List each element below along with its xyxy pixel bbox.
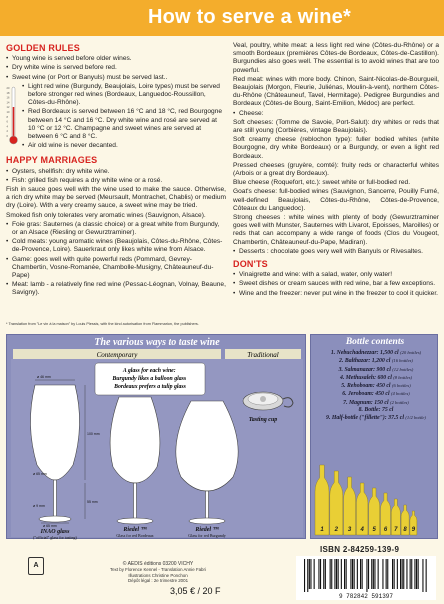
pairing-item: Fish in sauce goes well with the wine used to make the sauce. Otherwise, a rich dry white may be served (Meursault, Montrachet, Chablis) or medium dry (Loire). With a very creamy sauce, a sweet wine may be tried. (6, 186, 226, 210)
dont-item: • Vinaigrette and wine: with a salad, water, only water! (233, 271, 439, 279)
barcode-bar (371, 559, 372, 589)
golden-rules-heading: GOLDEN RULES (6, 43, 80, 53)
barcode-bar (414, 559, 415, 589)
riedel1-label: Riedel ™ (123, 527, 147, 533)
inao-label: INAO glass (40, 529, 70, 535)
golden-rule-item: • Light red wine (Burgundy, Beaujolais, Loire types) must be served before stronger red wines (Bordeaux, Languedoc-Roussillon, Côtes-du-Rhône). (22, 83, 226, 108)
thermometer-tick: 4 (6, 125, 8, 129)
barcode-bar (309, 559, 310, 589)
bottle-shape (330, 471, 343, 535)
barcode-bar (330, 559, 331, 589)
barcode-bar (307, 559, 308, 592)
barcode-bar (418, 559, 419, 589)
barcode-bar (392, 559, 393, 589)
dim-label: 100 mm (87, 432, 100, 436)
pairing-paragraph: Red meat: wines with more body. Chinon, Saint-Nicolas-de-Bourgueil, Beaujolais (Morgon, Fleurie, Juliénas, Moulin-à-vent), northern Côtes-du-Rhône (Châteauneuf, Tavel, Hermitage). Pedigree Burgundies and Bordeaux (Côtes-de Bourg, Saint-Emilion, Médoc) are perfect. (233, 75, 439, 108)
bottle-shape (315, 465, 329, 535)
barcode-bar (386, 559, 387, 589)
bottle-list-item: 6. Jeroboam: 450 cl (4 bottles) (342, 391, 410, 398)
pairing-item: • Game: goes well with quite powerful reds (Pommard, Gevrey-Chambertin, Vosne-Romanée, Chambolle-Musigny, Châteauneuf-du-Pape) (6, 256, 226, 281)
dim-label: ø 65 mm (43, 524, 57, 528)
thermometer-tick: 2 (6, 130, 8, 134)
barcode-bar (403, 559, 404, 589)
dim-label: ø 46 mm (37, 375, 51, 379)
barcode-bar (368, 559, 369, 589)
bottle-number: 8 (403, 527, 407, 533)
title-bar (0, 0, 444, 36)
bottle-contents-title: Bottle contents (345, 337, 405, 347)
thermometer-tick: 0 (6, 134, 8, 138)
barcode-bar (411, 559, 412, 589)
traditional-label: Traditional (247, 351, 279, 359)
barcode-bar (397, 559, 398, 589)
thermometer-tick: 6 (6, 120, 8, 124)
bottle-number: 1 (320, 527, 324, 533)
cheese-paragraph: Soft creamy cheese (reblochon type): fuller bodied whites (white Bourgogne, dry white Bordeaux) or a Burgundy, or even a light red Bordeaux. (233, 136, 439, 160)
dont-item: • Wine and the freezer: never put wine in the freezer to cool it quicker. (233, 290, 439, 298)
thermometer-icon (6, 85, 18, 147)
riedel2-label: Riedel ™ (195, 527, 219, 533)
barcode-bar (344, 559, 345, 589)
dont-item: • Sweet dishes or cream sauces with red wine, bar a few exceptions. (233, 280, 439, 288)
bottle-number: 7 (394, 527, 398, 533)
riedel2-sub: Glass for red Burgundy (188, 533, 226, 538)
barcode-bar (374, 559, 375, 589)
publisher-line: © AEDIS éditions 03200 VICHY (122, 561, 194, 567)
bottle-list-item: 8. Bottle: 75 cl (358, 407, 394, 414)
barcode-bar (325, 559, 326, 589)
pairing-item: Smoked fish only tolerates very aromatic wines (Sauvignon, Alsace). (6, 211, 206, 219)
barcode-bar (338, 559, 339, 589)
barcode-bar (334, 559, 335, 589)
cheese-bullet: • Cheese: (233, 110, 439, 118)
right-column (233, 42, 439, 299)
barcode-bar (366, 559, 367, 592)
thermometer-tick: 10 (6, 110, 10, 114)
bottle-contents-panel (310, 334, 438, 539)
barcode-bar (318, 559, 319, 589)
bottle-list-item: 9. Half-bottle ("fillette"): 37.5 cl (1/2 bottle) (326, 415, 426, 422)
publisher-line: Text by Florence Kennel - Translation Annie Fabri (110, 567, 206, 573)
thermometer-tick: 14 (6, 101, 10, 105)
barcode-bar (310, 559, 311, 589)
riedel1-sub: Glass for red Bordeaux (116, 533, 154, 538)
barcode-bar (352, 559, 353, 589)
barcode-bar (406, 559, 407, 589)
dim-label: ø 65 mm (33, 472, 47, 476)
thermometer-tick: 16 (6, 96, 10, 100)
barcode-bar (304, 559, 305, 592)
tasting-cup-label: Tasting cup (248, 417, 278, 423)
golden-rule-item: • Air old wine is never decanted. (22, 142, 226, 150)
barcode-icon (296, 556, 436, 600)
thermometer-row (6, 83, 226, 152)
barcode-bar (362, 559, 363, 589)
barcode-bar (323, 559, 324, 589)
barcode-bar (336, 559, 337, 589)
cheese-paragraph: Goat's cheese: full-bodied wines (Sauvignon, Sancerre, Pouilly Fumé, well-defined Beaujolais, Côtes-du-Rhône, Côtes-de-Provence, Côteaux du Languedoc). (233, 188, 439, 212)
barcode-bar (320, 559, 321, 589)
bottle-number: 4 (360, 527, 364, 533)
barcode-bar (373, 559, 374, 589)
dim-label: ø 9 mm (33, 504, 45, 508)
publisher-line: Illustrations Christine Ponchon (128, 572, 188, 578)
golden-rule-item: • Young wine is served before older wines. (6, 55, 226, 63)
barcode-bar (360, 559, 361, 589)
bottle-number: 6 (383, 527, 388, 533)
barcode-bar (416, 559, 417, 589)
thermometer-tick: 12 (6, 106, 10, 110)
barcode-bar (331, 559, 332, 589)
thermometer-tick: 8 (6, 115, 8, 119)
dim-label: 55 mm (87, 500, 98, 504)
barcode-bar (378, 559, 379, 589)
pairing-item: • Foie gras: Sauternes (a classic choice) or a great white from Burgundy, or an Alsace (Riesling or Gewurztraminer). (6, 221, 226, 237)
bottle-list-item: 5. Rehoboam: 450 cl (6 bottles) (341, 383, 411, 390)
barcode (296, 556, 436, 600)
bottle-list-item: 3. Salmanazar: 900 cl (12 bottles) (338, 366, 414, 373)
bottle-illustration (311, 335, 439, 540)
bottle-number: 5 (372, 527, 376, 533)
cheese-paragraph: Strong cheeses : white wines with plenty of body (Gewurztraminer goes well with Munster, Sauternes with Livarot, Epoisses, Maroilles) or reds that can accompany a wide range of foods (Clos du Vougeot, Chambertin, Châteauneuf-du-Pape, Madiran). (233, 214, 439, 246)
barcode-bar (341, 559, 342, 589)
barcode-bar (350, 559, 351, 589)
pairing-item: • Oysters, shellfish: dry white wine. (6, 168, 226, 176)
barcode-bar (314, 559, 315, 589)
publisher-logo: A (28, 557, 44, 575)
barcode-bar (410, 559, 411, 589)
contemporary-label: Contemporary (96, 351, 138, 359)
barcode-bar (402, 559, 403, 589)
cheese-paragraph: Pressed cheeses (gruyère, comté): fruity reds or characterful whites (Arbois or a great dry Bordeaux). (233, 161, 439, 178)
bottle-number: 3 (347, 527, 352, 533)
wine-ways-panel (6, 334, 306, 539)
pairing-item: • Meat: lamb - a relatively fine red wine (Pessac-Léognan, Volnay, Beaune, Savigny). (6, 281, 226, 297)
golden-rule-item: • Dry white wine is served before red. (6, 64, 226, 72)
barcode-bar (382, 559, 383, 589)
barcode-bar (394, 559, 395, 589)
barcode-bar (422, 559, 423, 592)
happy-marriages-heading: HAPPY MARRIAGES (6, 155, 98, 166)
bottle-number: 2 (334, 527, 338, 533)
golden-rule-item: • Sweet wine (or Port or Banyuls) must be served last.. (6, 74, 226, 82)
barcode-bar (387, 559, 388, 589)
callout-text: A glass for each wine: Burgundy likes a balloon glass Bordeaux prefers a tulip glass (112, 368, 187, 390)
publisher-line: Dépôt légal : 2e trimestre 2001 (127, 578, 189, 584)
barcode-bar (357, 559, 358, 589)
publisher-info (48, 562, 268, 584)
bottle-list-item: 7. Magnum: 150 cl (2 bottles) (343, 399, 409, 406)
barcode-bar (426, 559, 427, 592)
barcode-bar (400, 559, 401, 589)
inao-sub: ("official" glass for tasting) (33, 535, 77, 540)
barcode-digits: 9 782842 591397 (338, 593, 394, 600)
price: 3,05 € / 20 F (170, 586, 221, 596)
cheese-paragraph: Blue cheese (Roquefort, etc.): sweet white or full-bodied red. (233, 179, 411, 187)
pairing-item: • Cold meats: young aromatic wines (Beaujolais, Côtes-du-Rhône, Côtes-de-Provence, Loire). Sauerkraut only likes white wine from Alsace. (6, 238, 226, 254)
thermometer-tick: 18 (6, 91, 10, 95)
barcode-bar (354, 559, 355, 589)
barcode-bar (346, 559, 347, 589)
desserts-bullet: • Desserts : chocolate goes very well with Banyuls or Rivesaltes. (233, 248, 439, 256)
isbn: ISBN 2-84259-139-9 (320, 545, 400, 554)
bottle-number: 9 (411, 527, 416, 533)
bottle-list-item: 1. Nebuchadnezzar: 1,500 cl (20 bottles) (330, 350, 422, 356)
page-title: How to serve a wine* (148, 6, 351, 28)
bottle-list-item: 2. Balthazar: 1,200 cl (16 bottles) (339, 358, 413, 365)
pairing-paragraph: Veal, poultry, white meat: a less light red wine (Côtes-du-Rhône) or a smooth Bordeaux (premières Côtes-de Bordeaux, Côtes-de-Castillon). Burgundies also goes well. The essential is to avoid wines that are too powerful. (233, 42, 439, 74)
wine-ways-title: The various ways to taste wine (94, 337, 220, 348)
happy-marriages-list (6, 168, 226, 298)
thermometer-tick: 20 (6, 86, 10, 90)
donts-heading: DON'TS (233, 259, 268, 270)
wine-glasses-illustration (7, 335, 307, 540)
bottle-list-item: 4. Methusaleh: 600 cl (8 bottles) (339, 374, 413, 381)
golden-rule-item: • Red Bordeaux is served between 16 °C and 18 °C, red Bourgogne between 14 °C and 16 °C. Dry white wine and rosé are served at 10 °C or 12 °C. Champagne and sweet wines are served at between 6 °C and 8 °C. (22, 108, 226, 141)
cheese-paragraph: Soft cheeses: (Tomme de Savoie, Port-Salut): dry whites or reds that are still young (Corbières, vintage Beaujolais). (233, 118, 439, 135)
pairing-item: • Fish: grilled fish requires a dry white wine or a rosé. (6, 177, 226, 185)
thermometer-text (22, 83, 226, 152)
left-column (6, 42, 226, 299)
footnote: * Translation from "Le vin à la maison" by Louis Plessis, with the kind autorisation from Flammarion, the publishers. (6, 322, 199, 326)
